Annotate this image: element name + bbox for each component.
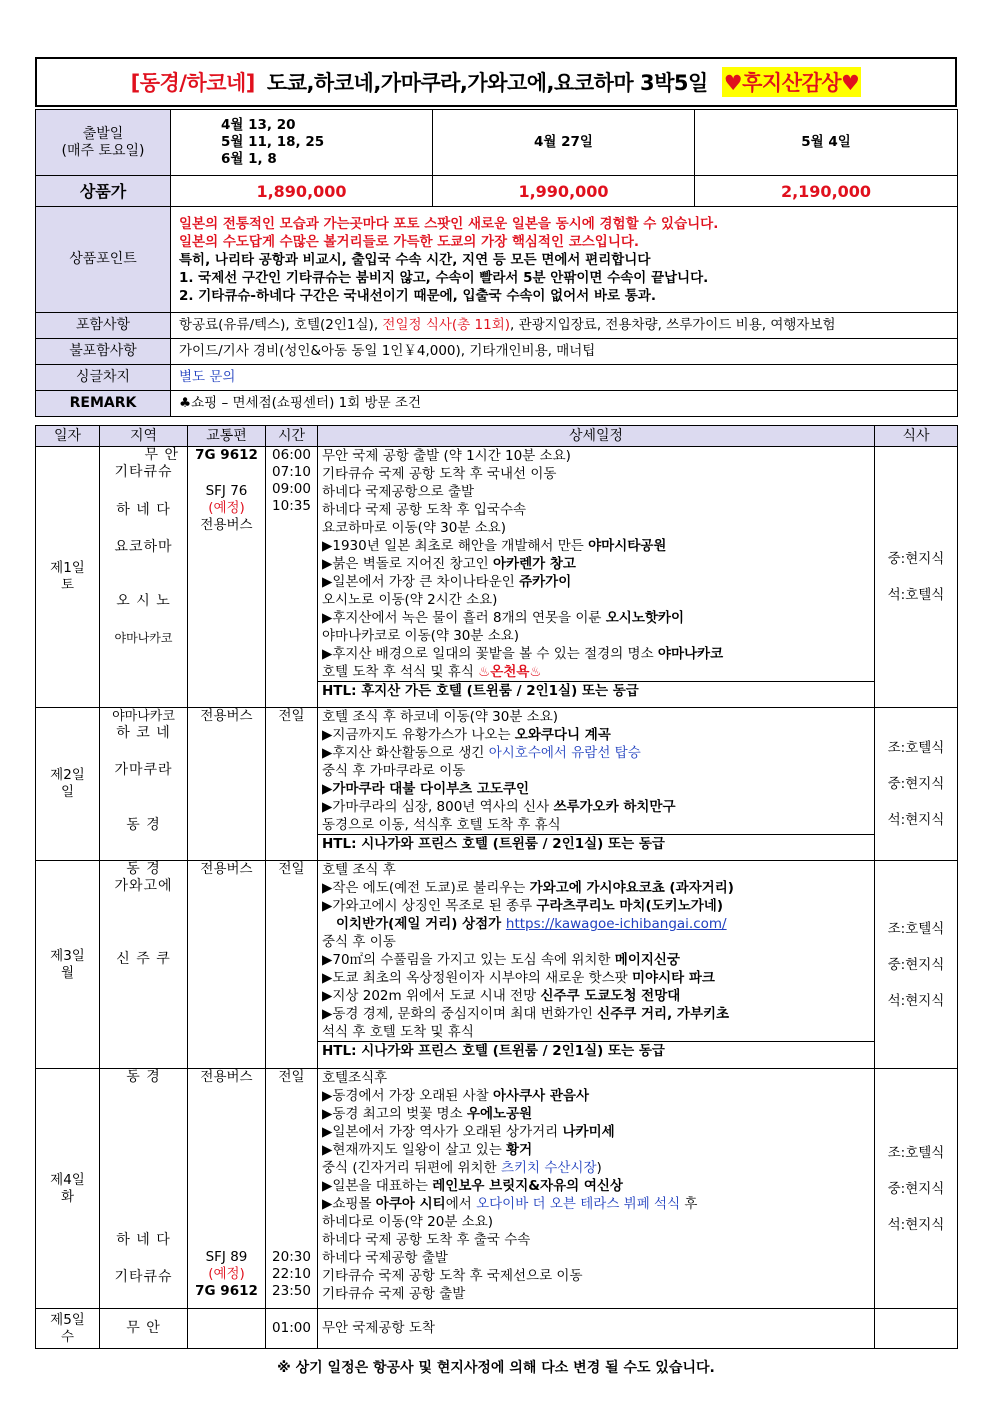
day-transport: 전용버스 (188, 708, 266, 861)
departure-label: 출발일 (매주 토요일) (36, 110, 171, 176)
day-meals: 조:호텔식 중:현지식 석:현지식 (875, 1069, 958, 1309)
day-time: 전일 (266, 708, 318, 861)
points-label: 상품포인트 (36, 207, 171, 313)
day-regions: 야마나카코 하 코 네 가마쿠라 동 경 (100, 708, 188, 861)
includes-text: 항공료(유류/텍스), 호텔(2인1실), 전일정 식사(총 11회), 관광지입장료, 전용차량, 쓰루가이드 비용, 여행자보험 (171, 313, 958, 339)
day-details: 호텔 조식 후 하코네 이동(약 30분 소요) ▶지금까지도 유황가스가 나오는 오와쿠다니 계곡 ▶후지산 화산활동으로 생긴 아시호수에서 유람선 탑승 중식 후 가마쿠라로 이동 ▶가마쿠라 대불 다이부츠 고도쿠인 ▶가마쿠라의 심장, 800년 역사의 신사 쓰루가오카 하치만구 동경으로 이동, 석식후 호텔 도착 후 휴식 HTL: 시나가와 프린스 호텔 (트윈룸 / 2인1실) 또는 동급 (318, 708, 875, 861)
page-title (35, 57, 957, 107)
departure-dates-2: 4월 27일 (433, 110, 695, 176)
excludes-label: 불포함사항 (36, 339, 171, 365)
day-transport: 전용버스 SFJ 89 (예정) 7G 9612 (188, 1069, 266, 1309)
product-info-table (35, 109, 958, 417)
itinerary-document (35, 57, 957, 1377)
day-meals: 조:호텔식 중:현지식 석:현지식 (875, 861, 958, 1069)
day-details: 호텔조식후 ▶동경에서 가장 오래된 사찰 아사쿠사 관음사 ▶동경 최고의 벚꽃 명소 우에노공원 ▶일본에서 가장 역사가 오래된 상가거리 나카미세 ▶현재까지도 일왕이 살고 있는 황거 중식 (긴자거리 뒤편에 위치한 츠키치 수산시장) ▶일본을 대표하는 레인보우 브릿지&자유의 여신상 ▶쇼핑몰 아쿠아 시티에서 오다이바 더 오븐 테라스 뷔페 석식 후 하네다로 이동(약 20분 소요) 하네다 국제 공항 도착 후 출국 수속 하네다 국제공항 출발 기타큐슈 국제 공항 도착 후 국제선으로 이동 기타큐슈 국제 공항 출발 (318, 1069, 875, 1309)
single-row (36, 365, 958, 391)
title-highlight: ♥후지산감상♥ (722, 67, 862, 97)
day-time: 01:00 (266, 1309, 318, 1349)
price-3: 2,190,000 (695, 176, 958, 207)
price-1: 1,890,000 (171, 176, 433, 207)
day-regions: 무 안 기타큐슈 하 네 다 요코하마 오 시 노 야마나카코 (100, 447, 188, 708)
day-time: 전일 (266, 861, 318, 1069)
departure-dates-1: 4월 13, 20 5월 11, 18, 25 6월 1, 8 (171, 110, 433, 176)
day-meals (875, 1309, 958, 1349)
day-row-3 (36, 861, 958, 1069)
title-prefix: [동경/하코네] (130, 71, 255, 95)
excludes-text: 가이드/기사 경비(성인&아동 동일 1인￥4,000), 기타개인비용, 매너팁 (171, 339, 958, 365)
itinerary-header (36, 426, 958, 447)
single-text: 별도 문의 (171, 365, 958, 391)
day-transport: 전용버스 (188, 861, 266, 1069)
footer-note: ※ 상기 일정은 항공사 및 현지사정에 의해 다소 변경 될 수도 있습니다. (277, 1360, 715, 1376)
includes-label: 포함사항 (36, 313, 171, 339)
hotel-line: HTL: 시나가와 프린스 호텔 (트윈룸 / 2인1실) 또는 동급 (318, 834, 874, 854)
departure-dates-3: 5월 4일 (695, 110, 958, 176)
day-label: 제3일 월 (36, 861, 100, 1069)
day-times: 전일 20:30 22:10 23:50 (266, 1069, 318, 1309)
includes-row (36, 313, 958, 339)
header-detail: 상세일정 (318, 426, 875, 447)
website-link[interactable]: https://kawagoe-ichibangai.com/ (505, 916, 727, 932)
day-row-4 (36, 1069, 958, 1309)
title-main: 도쿄,하코네,가마쿠라,가와고에,요코하마 3박5일 (266, 71, 708, 95)
day-details: 무안 국제공항 도착 (318, 1309, 875, 1349)
hotel-line: HTL: 후지산 가든 호텔 (트윈룸 / 2인1실) 또는 동급 (318, 681, 874, 701)
price-2: 1,990,000 (433, 176, 695, 207)
day-regions: 동 경 하 네 다 기타큐슈 (100, 1069, 188, 1309)
header-transport: 교통편 (188, 426, 266, 447)
single-label: 싱글차지 (36, 365, 171, 391)
header-day: 일자 (36, 426, 100, 447)
day-times: 06:00 07:10 09:00 10:35 (266, 447, 318, 708)
header-meal: 식사 (875, 426, 958, 447)
day-meals: 중:현지식 석:호텔식 (875, 447, 958, 708)
remark-text: ♣쇼핑 – 면세점(쇼핑센터) 1회 방문 조건 (171, 391, 958, 417)
header-region: 지역 (100, 426, 188, 447)
hotel-line: HTL: 시나가와 프린스 호텔 (트윈룸 / 2인1실) 또는 동급 (318, 1041, 874, 1061)
day-label: 제4일 화 (36, 1069, 100, 1309)
day-details: 호텔 조식 후 ▶작은 에도(예전 도쿄)로 불리우는 가와고에 가시야요코쵸 (과자거리) ▶가와고에시 상징인 목조로 된 종루 구라츠쿠리노 마치(도키노가네) 이치반가(제일 거리) 상점가 https://kawagoe-ichibangai.com/ 중식 후 이동 ▶70㎡의 수풀림을 가지고 있는 도심 속에 위치한 메이지신궁 ▶도쿄 최초의 옥상정원이자 시부야의 새로운 핫스팟 미야시타 파크 ▶지상 202m 위에서 도쿄 시내 전망 신주쿠 도쿄도청 전망대 ▶동경 경제, 문화의 중심지이며 최대 번화가인 신주쿠 거리, 가부키초 석식 후 호텔 도착 및 휴식 HTL: 시나가와 프린스 호텔 (트윈룸 / 2인1실) 또는 동급 (318, 861, 875, 1069)
price-label: 상품가 (36, 176, 171, 207)
header-time: 시간 (266, 426, 318, 447)
points-row (36, 207, 958, 313)
remark-label: REMARK (36, 391, 171, 417)
itinerary-table (35, 425, 958, 1349)
day-region: 무 안 (100, 1309, 188, 1349)
day-row-2 (36, 708, 958, 861)
remark-row (36, 391, 958, 417)
day-label: 제5일 수 (36, 1309, 100, 1349)
excludes-row (36, 339, 958, 365)
day-details: 무안 국제 공항 출발 (약 1시간 10분 소요) 기타큐슈 국제 공항 도착 후 국내선 이동 하네다 국제공항으로 출발 하네다 국제 공항 도착 후 입국수속 요코하마로 이동(약 30분 소요) ▶1930년 일본 최초로 해안을 개발해서 만든 야마시타공원 ▶붉은 벽돌로 지어진 창고인 아카렌가 창고 ▶일본에서 가장 큰 차이나타운인 쥬카가이 오시노로 이동(약 2시간 소요) ▶후지산에서 녹은 물이 흘러 8개의 연못을 이룬 오시노핫카이 야마나카코로 이동(약 30분 소요) ▶후지산 배경으로 일대의 꽃밭을 볼 수 있는 절경의 명소 야마나카코 호텔 도착 후 석식 및 휴식 ♨온천욕♨ HTL: 후지산 가든 호텔 (트윈룸 / 2인1실) 또는 동급 (318, 447, 875, 708)
points-content: 일본의 전통적인 모습과 가는곳마다 포토 스팟인 새로운 일본을 동시에 경험할 수 있습니다. 일본의 수도답게 수많은 볼거리들로 가득한 도쿄의 가장 핵심적인 코스입니다. 특히, 나리타 공항과 비교시, 출입국 수속 시간, 지연 등 모든 면에서 편리합니다 1. 국제선 구간인 기타큐슈는 붐비지 않고, 수속이 빨라서 5분 안팎이면 수속이 끝납니다. 2. 기타큐슈-하네다 구간은 국내선이기 때문에, 입출국 수속이 없어서 바로 통과. (171, 207, 958, 313)
day-transport (188, 1309, 266, 1349)
day-regions: 동 경 가와고에 신 주 쿠 (100, 861, 188, 1069)
price-row (36, 176, 958, 207)
departure-row (36, 110, 958, 176)
day-row-5 (36, 1309, 958, 1349)
day-row-1 (36, 447, 958, 708)
day-transport: 7G 9612 SFJ 76 (예정) 전용버스 (188, 447, 266, 708)
day-label: 제1일 토 (36, 447, 100, 708)
day-meals: 조:호텔식 중:현지식 석:현지식 (875, 708, 958, 861)
day-label: 제2일 일 (36, 708, 100, 861)
